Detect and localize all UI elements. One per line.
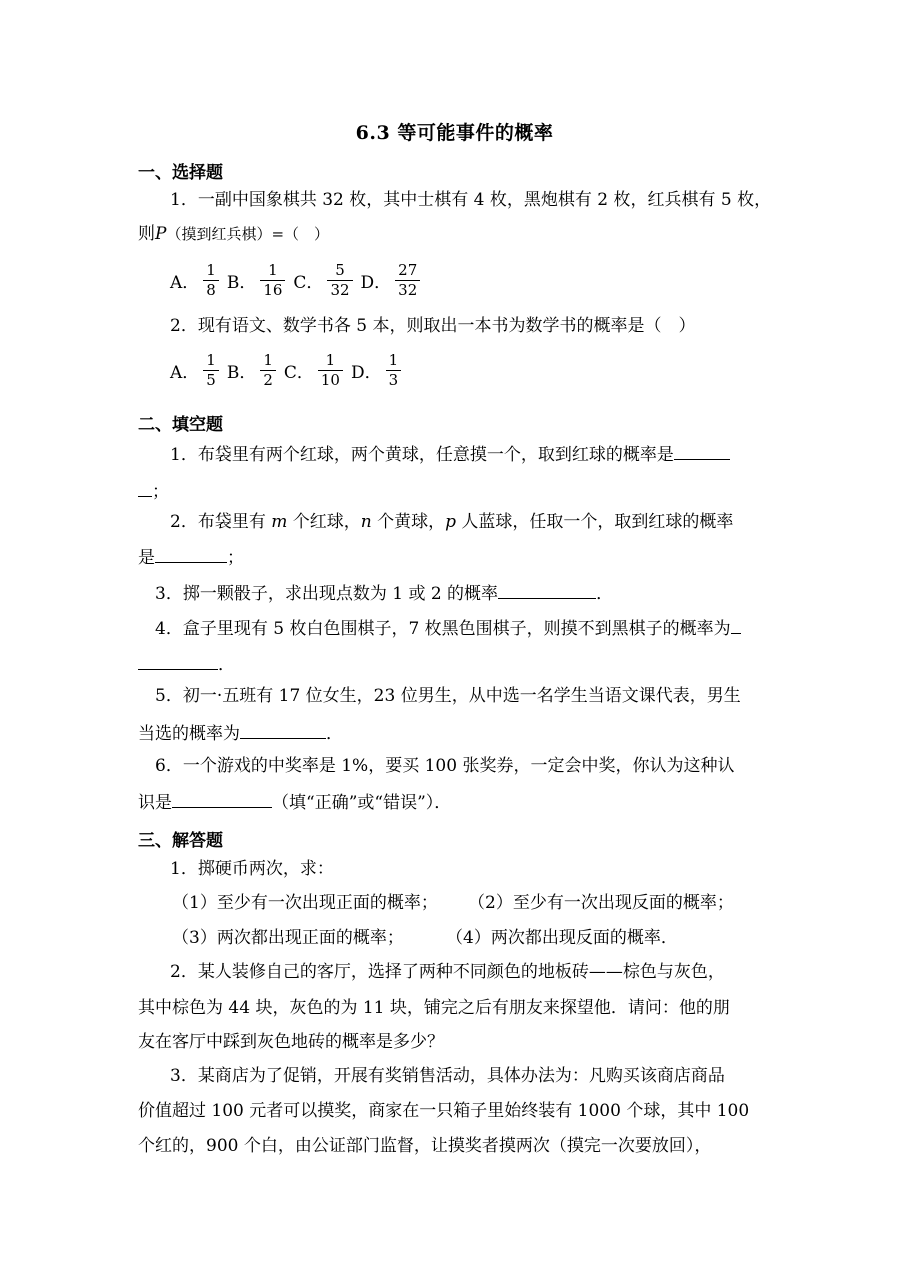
answer-blank[interactable] [240, 722, 326, 739]
section-heading-choice: 一、选择题 [138, 163, 223, 183]
choice-q1-rest: （摸到红兵棋）=（ ） [166, 225, 330, 243]
answer-q1-part4: （4）两次都出现反面的概率． [446, 928, 678, 948]
choice-q2-line1: 2．现有语文、数学书各 5 本，则取出一本书为数学书的概率是（ ） [170, 316, 696, 336]
answer-q1-line: 1．掷硬币两次，求： [170, 859, 334, 879]
section-heading-fill: 二、填空题 [138, 415, 223, 435]
fill-q1-line1: 1．布袋里有两个红球，两个黄球，任意摸一个，取到红球的概率是 [170, 443, 730, 465]
answer-blank[interactable] [138, 480, 152, 497]
fill-q4-line1: 4．盒子里现有 5 枚白色围棋子，7 枚黑色围棋子，则摸不到黑棋子的概率为 [155, 617, 741, 639]
answer-blank[interactable] [172, 791, 272, 808]
option-label: C． [293, 273, 324, 293]
answer-blank[interactable] [731, 617, 741, 634]
fraction: $\frac{1}{16}$ [260, 262, 285, 299]
option-label: B． [226, 363, 257, 383]
answer-q2-line1: 2．某人装修自己的客厅，选择了两种不同颜色的地板砖——棕色与灰色， [170, 962, 725, 982]
answer-q2-line2: 其中棕色为 44 块，灰色的为 11 块，铺完之后有朋友来探望他．请问：他的朋 [138, 998, 730, 1018]
answer-q3-line3: 个红的，900 个白，由公证部门监督，让摸奖者摸两次（摸完一次要放回）， [138, 1136, 712, 1156]
fraction: $\frac{1}{3}$ [386, 352, 402, 389]
choice-q1-line1: 1．一副中国象棋共 32 枚，其中士棋有 4 枚，黑炮棋有 2 枚，红兵棋有 5 枚， [170, 190, 772, 210]
fill-q3-line: 3．掷一颗骰子，求出现点数为 1 或 2 的概率 ． [155, 584, 614, 604]
answer-blank[interactable] [674, 443, 730, 460]
section-heading-answer: 三、解答题 [138, 831, 223, 851]
option-label: A． [170, 363, 200, 383]
choice-q1-prefix: 则 [138, 224, 155, 244]
choice-q1-options [170, 262, 428, 299]
choice-q1-p: P [155, 224, 167, 244]
answer-q3-line1: 3．某商店为了促销，开展有奖销售活动，具体办法为：凡购买该商店商品 [170, 1066, 725, 1086]
fill-q5-line2: 当选的概率为 ． [138, 724, 343, 744]
answer-blank[interactable] [138, 653, 218, 670]
choice-q2-options [170, 352, 409, 389]
option-label: A． [170, 273, 200, 293]
fraction: $\frac{1}{10}$ [318, 352, 343, 389]
fill-q5-line1: 5．初一·五班有 17 位女生，23 位男生，从中选一名学生当语文课代表，男生 [155, 686, 741, 706]
fill-q6-line1: 6．一个游戏的中奖率是 1%，要买 100 张奖券，一定会中奖，你认为这种认 [155, 756, 735, 776]
fill-q6-line2: 识是 （填“正确”或“错误”）． [138, 793, 452, 813]
answer-q2-line3: 友在客厅中踩到灰色地砖的概率是多少？ [138, 1032, 444, 1052]
answer-blank[interactable] [155, 546, 227, 563]
fraction: $\frac{5}{32}$ [327, 262, 352, 299]
fill-q2-line1: 2．布袋里有 m 个红球，n 个黄球，p 人蓝球，任取一个，取到红球的概率 [170, 512, 734, 532]
fraction: $\frac{1}{5}$ [203, 352, 219, 389]
answer-q1-part3: （3）两次都出现正面的概率； [172, 928, 404, 948]
option-label: B． [226, 273, 257, 293]
fraction: $\frac{1}{8}$ [203, 262, 219, 299]
option-label: D． [350, 363, 382, 383]
answer-q1-part1: （1）至少有一次出现正面的概率； [172, 893, 438, 913]
fill-q2-line2: 是 ； [138, 548, 244, 568]
answer-q3-line2: 价值超过 100 元者可以摸奖，商家在一只箱子里始终装有 1000 个球，其中 100 [138, 1101, 750, 1121]
choice-q1-line2 [138, 224, 329, 244]
option-label: D． [360, 273, 392, 293]
answer-q1-part2: （2）至少有一次出现反面的概率； [468, 893, 734, 913]
option-label: C． [283, 363, 314, 383]
fraction: $\frac{27}{32}$ [395, 262, 420, 299]
fill-q1-line2: ； [138, 480, 169, 502]
page-title: 6.3 等可能事件的概率 [355, 122, 554, 144]
fraction: $\frac{1}{2}$ [260, 352, 276, 389]
fill-q4-line2: ． [138, 653, 235, 675]
answer-blank[interactable] [498, 582, 596, 599]
